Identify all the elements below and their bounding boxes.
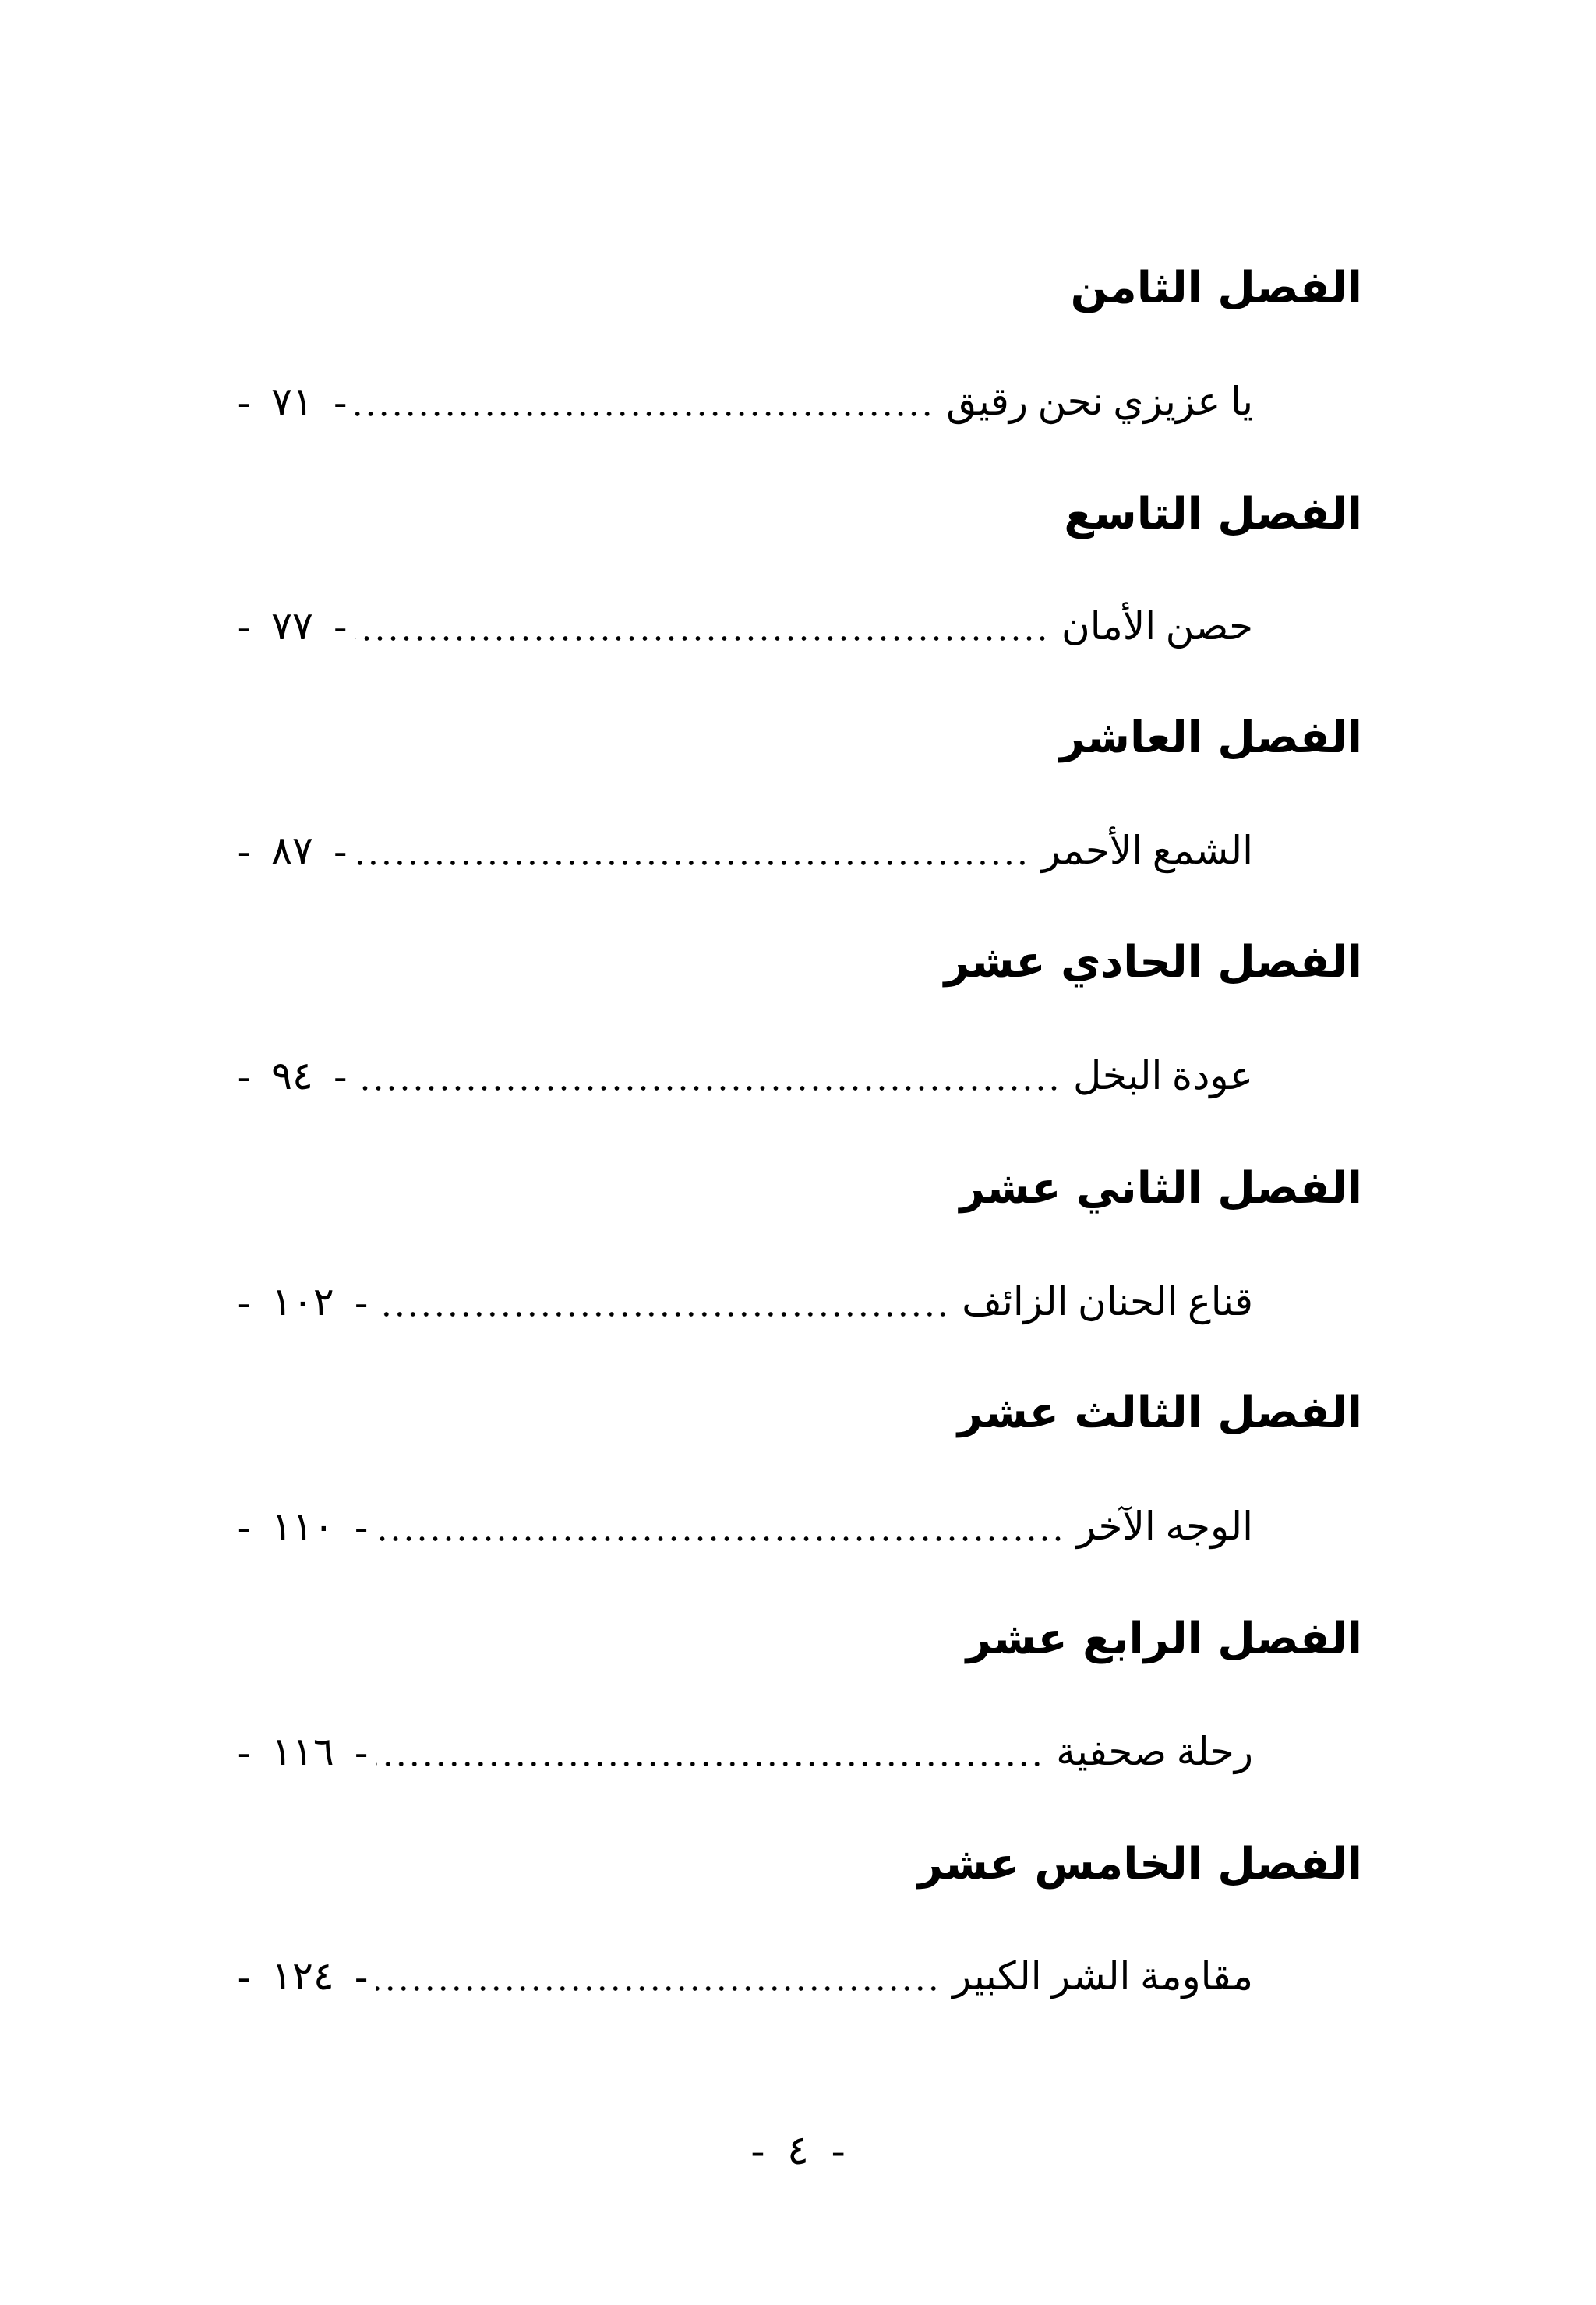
toc-entry [238, 819, 1253, 882]
entry-page-number: - ٧١ - [238, 380, 348, 423]
entry-title: حصن الأمان [1061, 604, 1253, 648]
entry-title: يا عزيزي نحن رقيق [946, 380, 1253, 423]
entry-title: قناع الحنان الزائف [962, 1280, 1253, 1324]
toc-entry [238, 370, 1253, 433]
entry-page-number: - ١١٠ - [238, 1504, 368, 1548]
entry-page-number: - ٧٧ - [238, 604, 348, 648]
chapter-heading: الفصل الحادي عشر [944, 937, 1362, 988]
dot-leader [376, 1720, 1043, 1783]
toc-entry [238, 595, 1253, 657]
toc-entry [238, 1945, 1253, 2007]
toc-entry [238, 1720, 1253, 1783]
entry-page-number: - ١٢٤ - [238, 1954, 368, 1998]
toc-entry [238, 1271, 1253, 1333]
chapter-heading: الفصل الخامس عشر [917, 1839, 1362, 1890]
entry-title: الوجه الآخر [1076, 1504, 1253, 1548]
page-number: - ٤ - [750, 2129, 846, 2173]
dot-leader [355, 595, 1049, 657]
chapter-heading: الفصل التاسع [1064, 489, 1362, 539]
entry-title: مقاومة الشر الكبير [952, 1954, 1253, 1998]
entry-page-number: - ١٠٢ - [238, 1280, 368, 1324]
toc-entry [238, 1495, 1253, 1557]
chapter-heading: الفصل الثامن [1070, 263, 1362, 313]
entry-title: رحلة صحفية [1056, 1730, 1253, 1773]
entry-title: عودة البخل [1073, 1054, 1253, 1098]
chapter-heading: الفصل الثاني عشر [959, 1163, 1362, 1214]
chapter-heading: الفصل الرابع عشر [966, 1614, 1362, 1664]
dot-leader [355, 370, 934, 433]
entry-page-number: - ٨٧ - [238, 829, 348, 872]
entry-page-number: - ١١٦ - [238, 1730, 368, 1773]
chapter-heading: الفصل العاشر [1060, 712, 1362, 763]
dot-leader [376, 1495, 1065, 1557]
chapter-heading: الفصل الثالث عشر [957, 1388, 1362, 1438]
entry-title: الشمع الأحمر [1041, 829, 1253, 872]
entry-page-number: - ٩٤ - [238, 1054, 348, 1098]
dot-leader [355, 819, 1029, 882]
toc-entry [238, 1045, 1253, 1107]
dot-leader [376, 1945, 940, 2007]
dot-leader [355, 1045, 1061, 1107]
dot-leader [376, 1271, 949, 1333]
